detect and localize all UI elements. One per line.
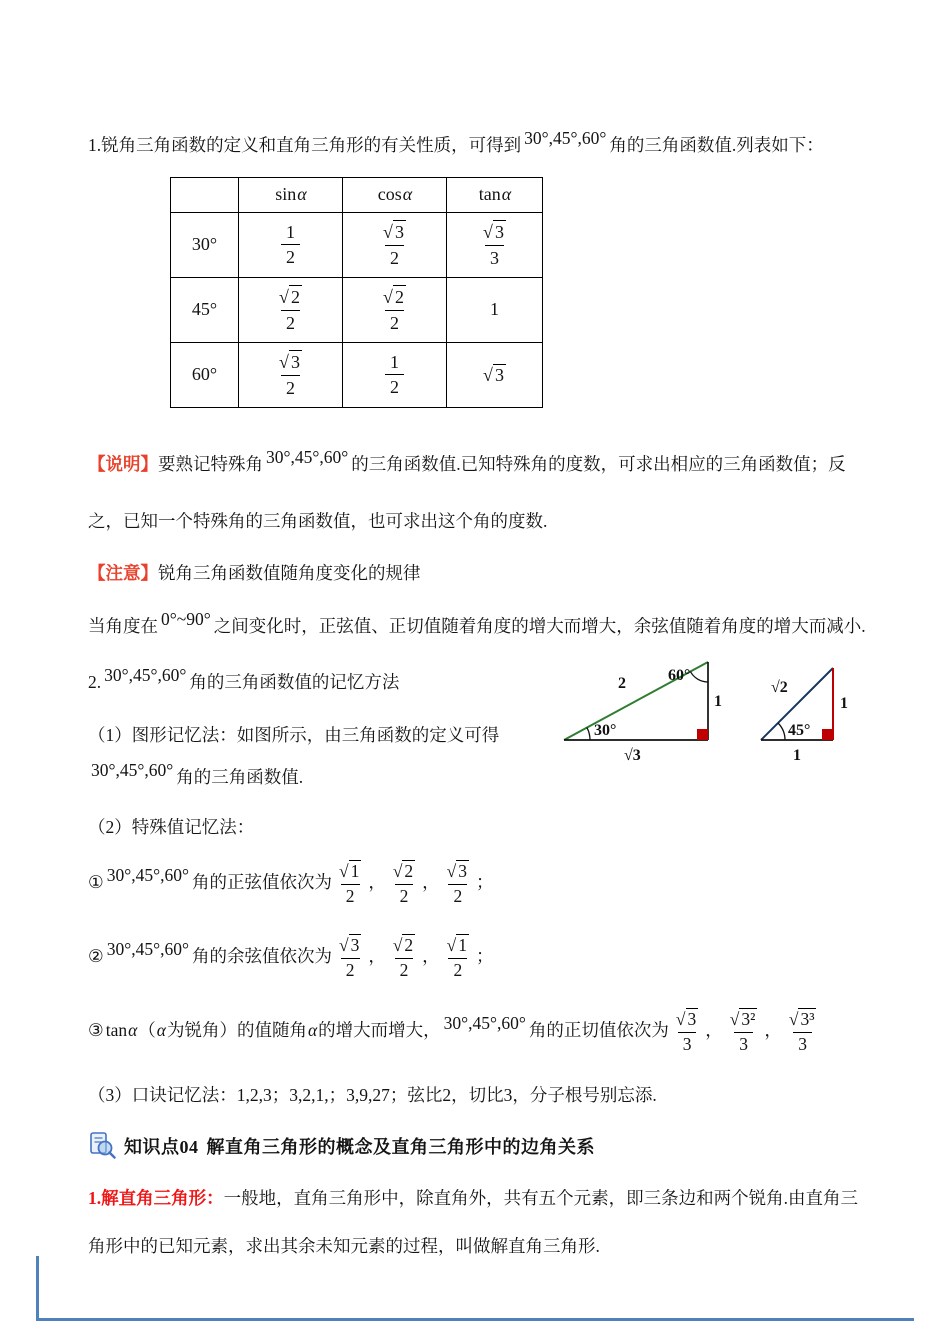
sqrt-sign: √ — [446, 861, 457, 882]
fraction — [274, 349, 307, 400]
method1-text-2: 角的三角函数值. — [176, 767, 304, 788]
fraction-numerator — [274, 284, 307, 310]
sqrt-sign: √ — [392, 934, 403, 955]
fraction — [725, 1007, 763, 1057]
fraction-denominator: 2 — [385, 310, 404, 336]
knowledge-point-title: 解直角三角形的概念及直角三角形中的边角关系 — [206, 1137, 595, 1158]
table-header-row — [171, 177, 543, 212]
sqrt-sign: √ — [338, 861, 349, 882]
trig-values-table — [170, 177, 543, 408]
fraction — [671, 1007, 703, 1057]
semicolon: ； — [476, 945, 494, 966]
vertical-side-label: 1 — [714, 693, 722, 710]
fraction-denominator: 2 — [281, 375, 300, 401]
fraction-numerator — [334, 933, 366, 958]
fraction-numerator — [274, 349, 307, 375]
shuoming-text-1: 要熟记特殊角 — [158, 453, 263, 474]
fraction — [385, 350, 404, 400]
fraction — [281, 220, 300, 270]
tangent-text-2: 的增大而增大， — [318, 1019, 441, 1040]
vertical-side-label: 1 — [840, 695, 848, 712]
radicand: 3 — [687, 1008, 697, 1029]
item2-text: 角的三角函数值的记忆方法 — [189, 672, 400, 693]
mnemonic-paragraph — [88, 1074, 872, 1117]
cosine-sequence-line — [88, 927, 872, 989]
square-root — [483, 222, 506, 242]
sqrt-sign: √ — [729, 1008, 740, 1029]
method1-angles-math: 30°,45°,60° — [91, 760, 174, 781]
square-root — [383, 222, 406, 242]
top-angle-label: 60° — [668, 667, 691, 684]
cell-45-sin — [239, 277, 343, 342]
angle-range-paragraph — [88, 605, 872, 648]
fraction-numerator — [442, 859, 474, 884]
square-root — [730, 1009, 758, 1029]
alpha-symbol: α — [297, 184, 307, 205]
method2-text: （2）特殊值记忆法： — [88, 817, 255, 838]
tangent-angles-math: 30°,45°,60° — [443, 1012, 526, 1033]
header-sin — [239, 177, 343, 212]
sin-fn-label: sin — [275, 184, 297, 205]
definition-text: 一般地，直角三角形中，除直角外，共有五个元素，即三条边和两个锐角.由直角三角形中的已知元素，求出其余未知元素的过程，叫做解直角三角形. — [88, 1188, 858, 1256]
fraction-denominator: 2 — [281, 244, 300, 270]
cell-45-cos — [343, 277, 447, 342]
item-mark-3: ③ — [88, 1019, 104, 1040]
shuoming-label: 【说明】 — [88, 453, 158, 474]
square-root — [447, 935, 469, 955]
item-mark-2: ② — [88, 945, 104, 966]
fraction-numerator — [442, 933, 474, 958]
sqrt-sign: √ — [483, 364, 493, 385]
cell-30-tan — [447, 212, 543, 277]
radicand: 3 — [350, 934, 360, 955]
alpha-symbol: α — [307, 1019, 318, 1040]
intro-pre: 1.锐角三角函数的定义和直角三角形的有关性质，可得到 — [88, 135, 522, 155]
angle-cell-45: 45° — [171, 277, 239, 342]
term-label: 1.解直角三角形： — [88, 1188, 224, 1209]
separator: ， — [368, 945, 386, 966]
radicand: 3 — [290, 352, 300, 373]
bottom-angle-label: 30° — [594, 722, 617, 739]
tan-fn-label: tan — [478, 184, 501, 205]
fraction-denominator: 2 — [385, 374, 404, 400]
base-side-label: 1 — [793, 747, 801, 764]
tangent-text-1: 为锐角）的值随角 — [166, 1019, 307, 1040]
cell-60-sin — [239, 342, 343, 407]
zhuyi-text: 锐角三角函数值随角度变化的规律 — [158, 562, 421, 583]
page-border-bottom — [36, 1318, 914, 1321]
tan-fn-label: tan — [105, 1019, 128, 1040]
mnemonic-text: （3）口诀记忆法：1,2,3；3,2,1,；3,9,27；弦比2，切比3，分子根号别忘添. — [88, 1085, 657, 1106]
square-root — [339, 861, 361, 881]
knowledge-point-label: 知识点04 — [124, 1137, 199, 1158]
item2-number: 2. — [88, 672, 102, 693]
square-root — [676, 1009, 698, 1029]
triangle-45-45-90 — [751, 648, 871, 766]
alpha-symbol: α — [156, 1019, 166, 1040]
item-mark-1: ① — [88, 872, 104, 893]
radicand: 2 — [290, 287, 300, 308]
hypotenuse-label: 2 — [618, 675, 626, 692]
right-angle-marker — [822, 729, 833, 740]
hypotenuse-label: √2 — [771, 679, 788, 696]
fraction — [378, 284, 411, 335]
method1-text-1: （1）图形记忆法：如图所示，由三角函数的定义可得 — [88, 725, 500, 746]
fraction-numerator — [334, 859, 366, 884]
paren-open: （ — [138, 1019, 156, 1040]
sqrt-sign: √ — [446, 934, 457, 955]
range-math: 0°~90° — [161, 608, 211, 629]
alpha-symbol: α — [128, 1019, 138, 1040]
zhuyi-label: 【注意】 — [88, 562, 158, 583]
table-row-45 — [171, 277, 543, 342]
fraction-numerator — [378, 284, 411, 310]
corner-cell — [171, 177, 239, 212]
fraction-numerator — [388, 859, 420, 884]
item2-angles-math: 30°,45°,60° — [104, 665, 187, 686]
fraction — [388, 933, 420, 983]
intro-paragraph — [88, 124, 872, 167]
fraction — [784, 1007, 822, 1057]
header-tan — [447, 177, 543, 212]
fraction — [478, 219, 511, 270]
fraction-numerator: 1 — [286, 221, 295, 242]
square-root — [279, 287, 302, 307]
separator: ， — [705, 1019, 723, 1040]
shuoming-angles-math: 30°,45°,60° — [266, 446, 349, 467]
separator: ， — [368, 872, 386, 893]
base-side-label: √3 — [624, 747, 641, 764]
cell-60-tan — [447, 342, 543, 407]
fraction-denominator: 3 — [485, 245, 504, 271]
fraction — [388, 859, 420, 909]
angle-label: 45° — [788, 722, 811, 739]
shuoming-paragraph — [88, 436, 872, 550]
separator: ， — [422, 945, 440, 966]
shuoming-text-2: 的三角函数值.已知特殊角的度数，可求出相应的三角函数值；反之，已知一个特殊角的三角函数值，也可求出这个角的度数. — [88, 453, 846, 531]
sqrt-sign: √ — [338, 934, 349, 955]
fraction-denominator: 2 — [448, 884, 467, 909]
intro-angles-math: 30°,45°,60° — [524, 128, 607, 148]
sine-sequence-line — [88, 853, 872, 915]
radicand: 3² — [741, 1008, 756, 1029]
sine-text: 角的正弦值依次为 — [191, 872, 332, 893]
triangle-30-60-90 — [556, 648, 731, 766]
radicand: 2 — [394, 287, 404, 308]
sqrt-sign: √ — [279, 287, 289, 308]
magnifier-doc-icon — [88, 1131, 116, 1161]
range-text-1: 当角度在 — [88, 615, 158, 636]
fraction-denominator: 2 — [281, 310, 300, 336]
square-root — [383, 287, 406, 307]
fraction-denominator: 3 — [793, 1032, 812, 1057]
fraction — [334, 859, 366, 909]
alpha-symbol: α — [402, 184, 413, 205]
cell-30-sin — [239, 212, 343, 277]
fraction-numerator — [725, 1007, 763, 1032]
semicolon: ； — [476, 872, 494, 893]
cell-30-cos — [343, 212, 447, 277]
intro-post: 角的三角函数值.列表如下： — [609, 135, 824, 155]
square-root — [393, 935, 415, 955]
fraction-numerator — [784, 1007, 822, 1032]
method1-paragraph — [88, 714, 576, 798]
fraction-numerator — [378, 219, 411, 245]
radicand: 1 — [350, 861, 360, 882]
tangent-text-3: 角的正切值依次为 — [528, 1019, 669, 1040]
definition-paragraph — [88, 1175, 872, 1270]
separator: ， — [422, 872, 440, 893]
cell-45-tan: 1 — [447, 277, 543, 342]
angle-cell-60: 60° — [171, 342, 239, 407]
right-angle-marker — [697, 729, 708, 740]
angle-cell-30: 30° — [171, 212, 239, 277]
tangent-sequence-line — [88, 1001, 872, 1063]
fraction-denominator: 2 — [395, 884, 414, 909]
cosine-angles-math: 30°,45°,60° — [106, 938, 189, 959]
sqrt-sign: √ — [279, 352, 289, 373]
radicand: 2 — [404, 861, 414, 882]
alpha-symbol: α — [501, 184, 512, 205]
radicand: 3 — [394, 222, 404, 243]
cos-fn-label: cos — [377, 184, 402, 205]
square-root — [339, 935, 361, 955]
sqrt-sign: √ — [383, 287, 393, 308]
cell-60-cos — [343, 342, 447, 407]
fraction-numerator: 1 — [390, 351, 399, 372]
table-row-60 — [171, 342, 543, 407]
fraction-denominator: 2 — [448, 958, 467, 983]
square-root — [279, 352, 302, 372]
range-text-2: 之间变化时，正弦值、正切值随着角度的增大而增大，余弦值随着角度的增大而减小. — [213, 615, 866, 636]
table-row-30 — [171, 212, 543, 277]
sqrt-sign: √ — [392, 861, 403, 882]
square-root — [447, 861, 469, 881]
radicand: 2 — [404, 934, 414, 955]
sqrt-sign: √ — [483, 222, 493, 243]
radicand: 3 — [494, 222, 504, 243]
fraction-denominator: 3 — [734, 1032, 753, 1057]
sine-angles-math: 30°,45°,60° — [106, 865, 189, 886]
header-cos — [343, 177, 447, 212]
fraction — [378, 219, 411, 270]
knowledge-point-header — [88, 1131, 872, 1161]
fraction-numerator — [671, 1007, 703, 1032]
method2-paragraph — [88, 806, 872, 849]
square-root — [483, 365, 506, 385]
fraction — [334, 933, 366, 983]
sqrt-sign: √ — [788, 1008, 799, 1029]
fraction-denominator: 3 — [678, 1032, 697, 1057]
radicand: 3 — [494, 364, 504, 385]
radicand: 3³ — [800, 1008, 815, 1029]
fraction — [442, 859, 474, 909]
fraction-denominator: 2 — [341, 958, 360, 983]
separator: ， — [764, 1019, 782, 1040]
triangle-figures — [556, 648, 871, 766]
zhuyi-paragraph — [88, 552, 872, 595]
sqrt-sign: √ — [383, 222, 393, 243]
fraction — [442, 933, 474, 983]
square-root — [393, 861, 415, 881]
square-root — [789, 1009, 817, 1029]
radicand: 3 — [458, 861, 468, 882]
fraction — [274, 284, 307, 335]
cosine-text: 角的余弦值依次为 — [191, 945, 332, 966]
fraction-numerator — [478, 219, 511, 245]
sqrt-sign: √ — [675, 1008, 686, 1029]
radicand: 1 — [458, 934, 468, 955]
fraction-denominator: 2 — [385, 245, 404, 271]
fraction-numerator — [388, 933, 420, 958]
fraction-denominator: 2 — [395, 958, 414, 983]
fraction-denominator: 2 — [341, 884, 360, 909]
page-border-left — [36, 1256, 39, 1320]
